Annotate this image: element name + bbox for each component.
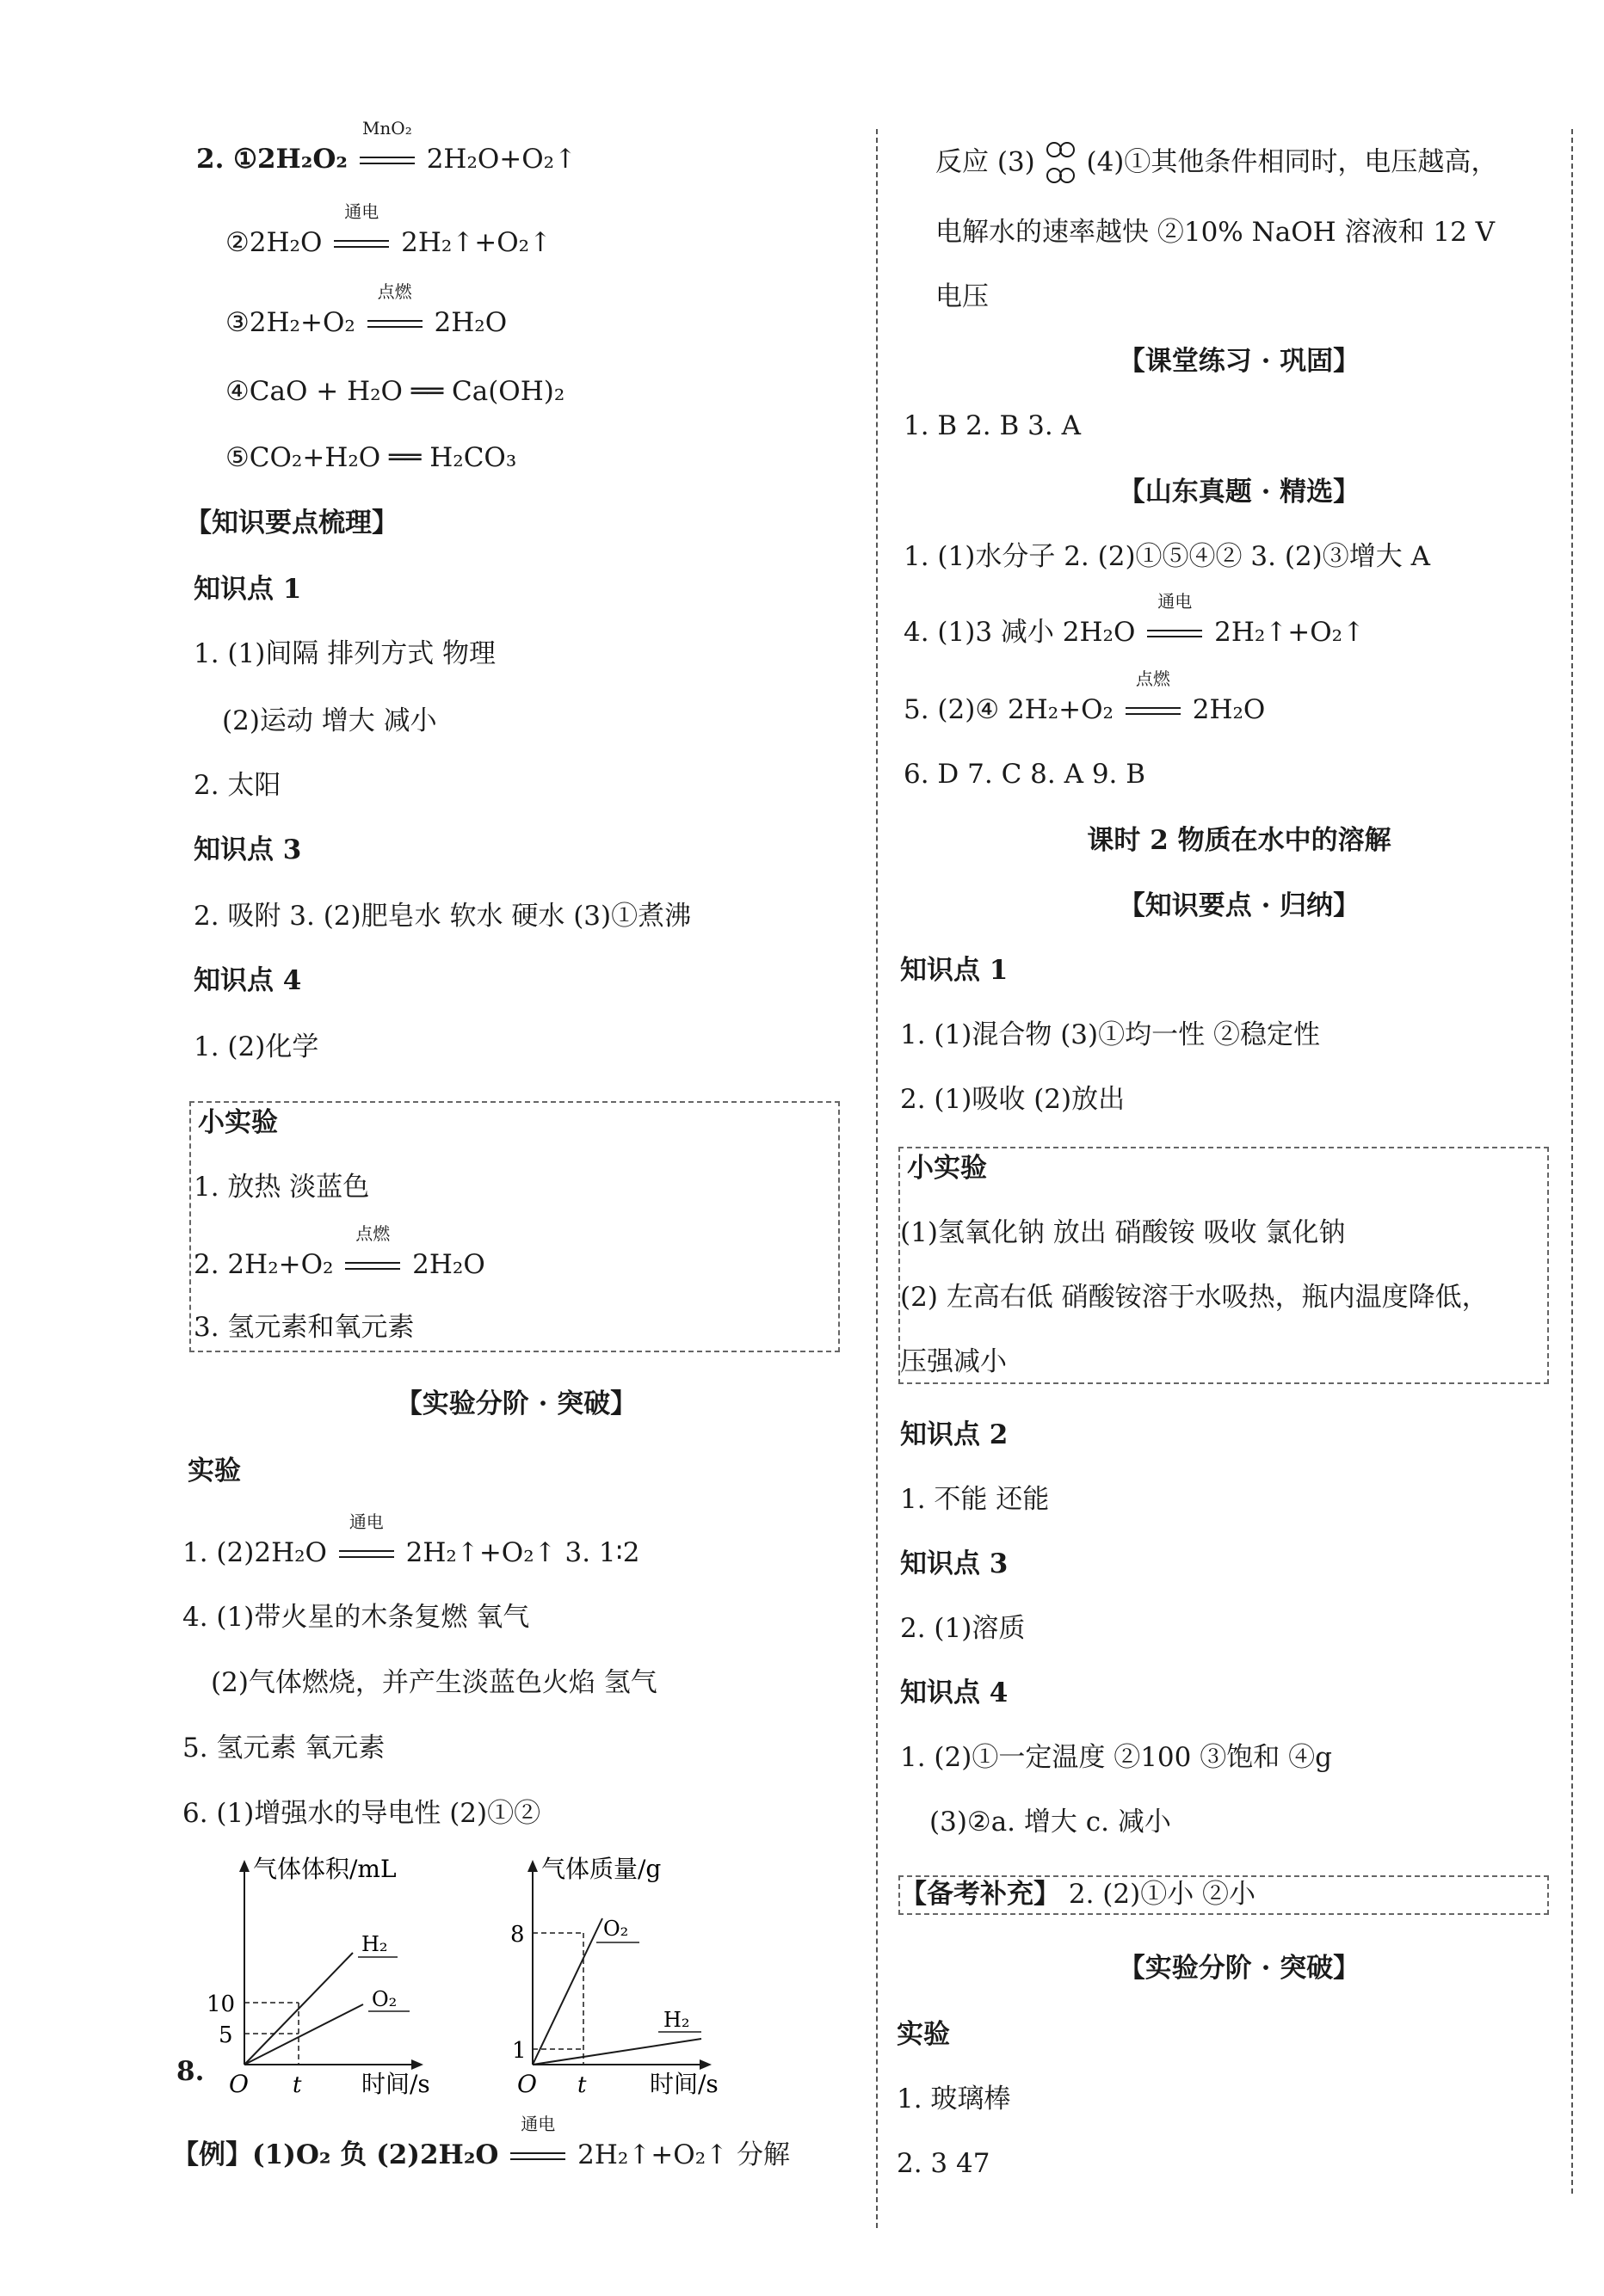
right-kp2-a: 1. 不能 还能 [900, 1484, 1050, 1515]
column-divider [876, 129, 878, 2228]
right-experiment-2: 2. 3 47 [897, 2148, 990, 2179]
right-line-3: 电压 [935, 281, 989, 312]
right-kp1-b: 2. (1)吸收 (2)放出 [900, 1084, 1126, 1115]
kp3-answer: 2. 吸附 3. (2)肥皂水 软水 硬水 (3)①煮沸 [194, 901, 692, 932]
right-small-experiment-a: (1)氢氧化钠 放出 硝酸铵 吸收 氯化钠 [900, 1217, 1346, 1248]
experiment-label: 实验 [188, 1456, 241, 1487]
example-answer: 【例】(1)O₂ 负 (2)2H₂O 通电 2H₂↑+O₂↑ 分解 [172, 2114, 790, 2170]
graph2-origin: O [517, 2070, 537, 2098]
right-section-heading-experiment: 【实验分阶 · 突破】 [1118, 1953, 1360, 1984]
experiment-answer-5: 5. 氢元素 氧元素 [182, 1733, 386, 1764]
right-margin-divider [1571, 129, 1573, 2194]
knowledge-point-1: 知识点 1 [194, 574, 302, 605]
small-experiment-a: 1. 放热 淡蓝色 [194, 1172, 370, 1203]
right-knowledge-point-3: 知识点 3 [900, 1548, 1009, 1579]
right-line-2: 电解水的速率越快 ②10% NaOH 溶液和 12 V [935, 217, 1496, 248]
equation-line-4: ④CaO + H₂O ══ Ca(OH)₂ [225, 376, 565, 407]
knowledge-point-3: 知识点 3 [194, 834, 302, 865]
graph1-y10: 10 [207, 1991, 236, 2017]
section-heading-experiment: 【实验分阶 · 突破】 [395, 1388, 638, 1419]
right-kp3-a: 2. (1)溶质 [900, 1613, 1026, 1644]
gas-volume-graph [207, 1850, 465, 2099]
graph2-t: t [577, 2072, 587, 2098]
experiment-answer-1: 1. (2)2H₂O 通电 2H₂↑+O₂↑ 3. 1∶2 [182, 1511, 640, 1568]
graph2-y1: 1 [512, 2038, 527, 2064]
right-small-experiment-c: 压强减小 [900, 1346, 1007, 1377]
kp1-answer-c: 2. 太阳 [194, 770, 281, 801]
shandong-answer-5: 5. (2)④ 2H₂+O₂ 点燃 2H₂O [904, 668, 1266, 725]
right-knowledge-point-4: 知识点 4 [900, 1677, 1009, 1708]
right-knowledge-point-2: 知识点 2 [900, 1419, 1009, 1450]
small-experiment-title: 小实验 [198, 1107, 278, 1138]
right-kp4-a: 1. (2)①一定温度 ②100 ③饱和 ④g [900, 1742, 1332, 1773]
graph2-ylabel: 气体质量/g [541, 1855, 662, 1883]
equation-line-2: ②2H₂O 通电 2H₂↑+O₂↑ [225, 201, 552, 258]
kp1-answer-a: 1. (1)间隔 排列方式 物理 [194, 638, 497, 669]
experiment-answer-4b: (2)气体燃烧，并产生淡蓝色火焰 氢气 [211, 1667, 657, 1698]
small-experiment-c: 3. 氢元素和氧元素 [194, 1312, 415, 1343]
section-heading-shandong: 【山东真题 · 精选】 [1118, 477, 1360, 508]
section-heading-summary: 【知识要点 · 归纳】 [1118, 890, 1360, 921]
shandong-answer-4: 4. (1)3 减小 2H₂O 通电 2H₂↑+O₂↑ [904, 591, 1366, 648]
molecule-icon [1044, 138, 1078, 189]
right-small-experiment-title: 小实验 [907, 1153, 987, 1184]
section-heading-practice: 【课堂练习 · 巩固】 [1118, 346, 1360, 377]
shandong-answer-6: 6. D 7. C 8. A 9. B [904, 759, 1146, 790]
equation-line-5: ⑤CO₂+H₂O ══ H₂CO₃ [225, 442, 517, 473]
right-kp1-a: 1. (1)混合物 (3)①均一性 ②稳定性 [900, 1019, 1320, 1050]
equation-line-3: ③2H₂+O₂ 点燃 2H₂O [225, 281, 508, 338]
right-experiment-1: 1. 玻璃棒 [897, 2084, 1011, 2114]
graph2-xlabel: 时间/s [650, 2070, 719, 2098]
gas-mass-graph [495, 1850, 753, 2099]
equation-line-1: 2. ①2H₂O₂ MnO₂ 2H₂O+O₂↑ [196, 118, 577, 175]
graph2-o2: O₂ [603, 1917, 629, 1941]
graph1-xlabel: 时间/s [361, 2070, 430, 2098]
kp4-answer: 1. (2)化学 [194, 1031, 319, 1062]
graph1-o2: O₂ [372, 1987, 398, 2011]
right-experiment-label: 实验 [897, 2019, 950, 2050]
right-knowledge-point-1: 知识点 1 [900, 955, 1009, 986]
graph2-h2: H₂ [663, 2008, 690, 2032]
experiment-answer-6: 6. (1)增强水的导电性 (2)①② [182, 1798, 541, 1829]
right-kp4-b: (3)②a. 增大 c. 减小 [929, 1807, 1171, 1837]
right-line-1: 反应 (3) (4)①其他条件相同时，电压越高， [935, 138, 1497, 189]
graph1-h2: H₂ [361, 1932, 388, 1956]
practice-answers: 1. B 2. B 3. A [904, 410, 1081, 441]
kp1-answer-b: (2)运动 增大 减小 [222, 705, 437, 736]
experiment-answer-8-label: 8. [176, 2056, 205, 2087]
right-small-experiment-b: (2) 左高右低 硝酸铵溶于水吸热，瓶内温度降低， [900, 1282, 1489, 1313]
graph1-y5: 5 [219, 2022, 233, 2048]
knowledge-point-4: 知识点 4 [194, 965, 302, 996]
graph1-origin: O [229, 2070, 249, 2098]
graph2-y8: 8 [510, 1922, 525, 1948]
graph1-t: t [293, 2072, 302, 2098]
experiment-answer-4a: 4. (1)带火星的木条复燃 氧气 [182, 1602, 530, 1633]
small-experiment-b: 2. 2H₂+O₂ 点燃 2H₂O [194, 1223, 485, 1280]
supplement-line: 【备考补充】 2. (2)①小 ②小 [900, 1879, 1256, 1910]
section-heading-knowledge: 【知识要点梳理】 [185, 508, 398, 539]
lesson-title: 课时 2 物质在水中的溶解 [1087, 825, 1391, 856]
graph1-ylabel: 气体体积/mL [253, 1855, 397, 1883]
shandong-answer-1: 1. (1)水分子 2. (2)①⑤④② 3. (2)③增大 A [904, 541, 1430, 572]
